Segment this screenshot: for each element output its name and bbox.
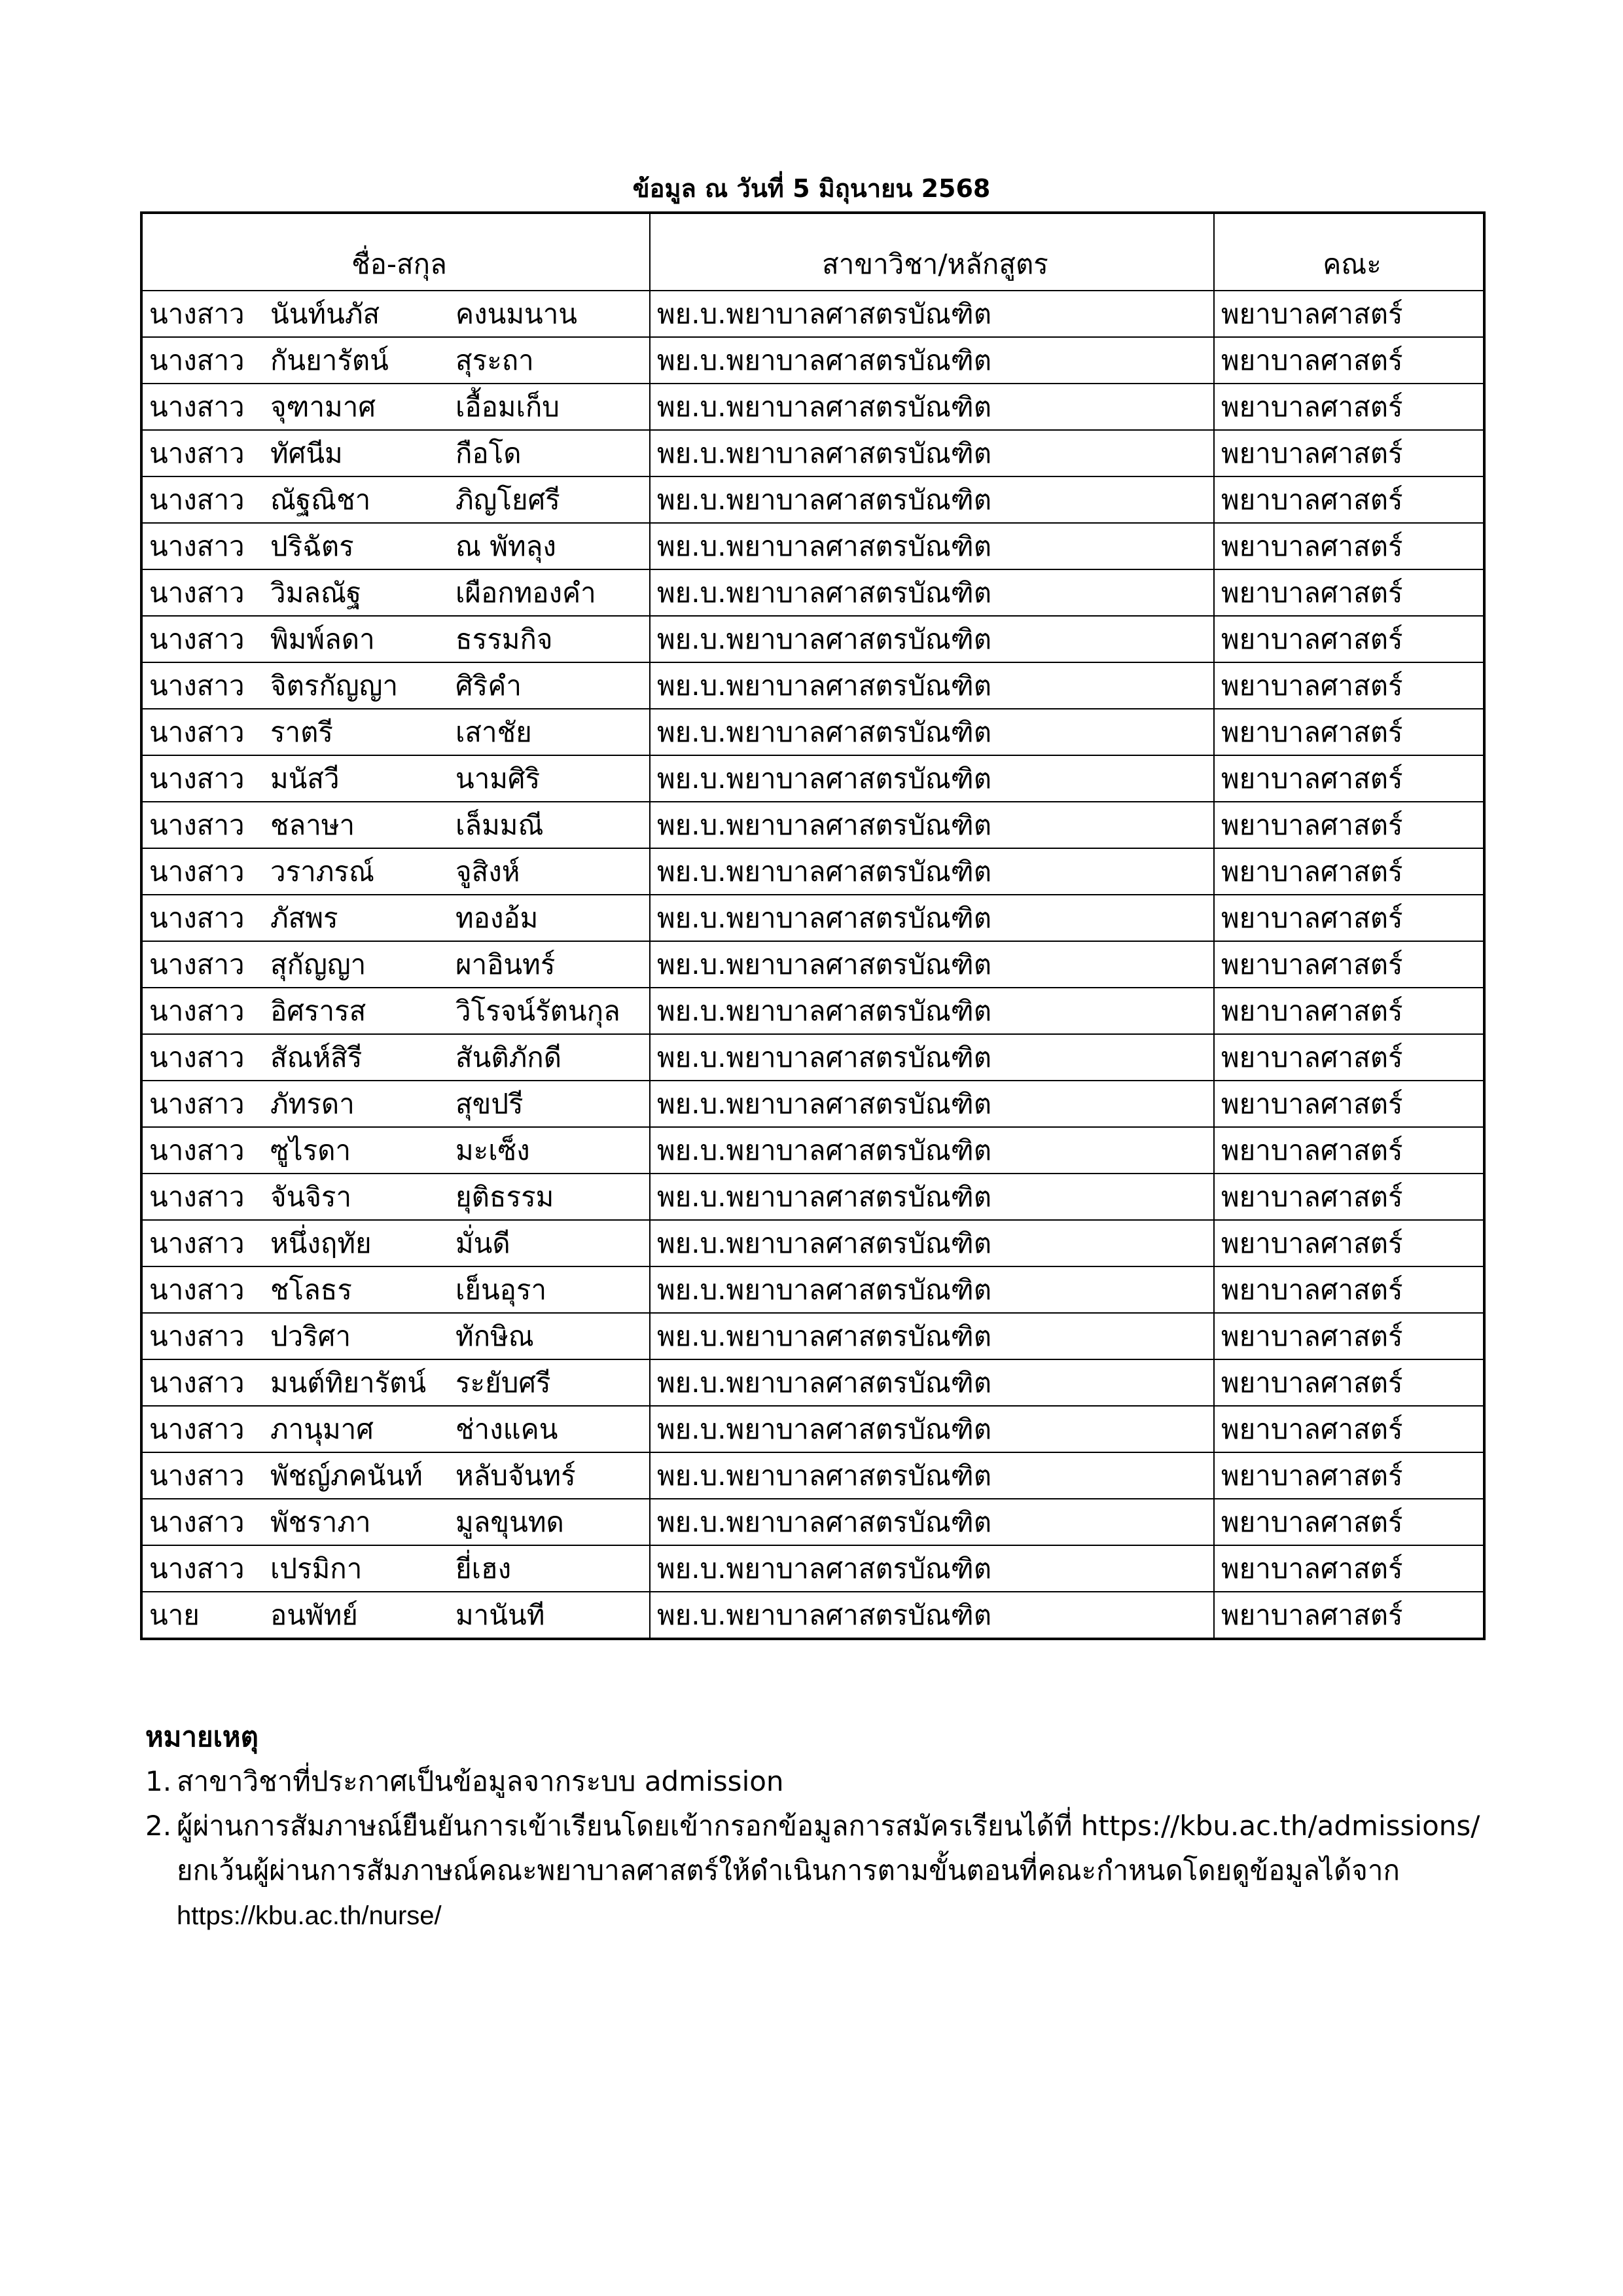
faculty-cell: พยาบาลศาสตร์ (1214, 616, 1484, 662)
name-cell (141, 1313, 650, 1359)
first-name: พัชญ์ภคนันท์ (270, 1460, 423, 1492)
name-cell (141, 1359, 650, 1406)
last-name: สันติภักดี (455, 1041, 562, 1073)
faculty-cell: พยาบาลศาสตร์ (1214, 988, 1484, 1034)
faculty-cell: พยาบาลศาสตร์ (1214, 430, 1484, 476)
faculty-cell: พยาบาลศาสตร์ (1214, 1220, 1484, 1266)
program-cell: พย.บ.พยาบาลศาสตรบัณฑิต (650, 802, 1214, 848)
name-cell (141, 941, 650, 988)
faculty-cell: พยาบาลศาสตร์ (1214, 1127, 1484, 1174)
first-name: ภานุมาศ (270, 1413, 374, 1445)
name-prefix: นาย (149, 1599, 200, 1631)
first-name: สัณห์สิรี (270, 1041, 363, 1073)
last-name: ช่างแคน (455, 1413, 558, 1445)
program-cell: พย.บ.พยาบาลศาสตรบัณฑิต (650, 523, 1214, 569)
name-cell (141, 802, 650, 848)
name-prefix: นางสาว (149, 1552, 245, 1585)
name-cell (141, 476, 650, 523)
first-name: สุกัญญา (270, 948, 366, 980)
faculty-cell: พยาบาลศาสตร์ (1214, 1034, 1484, 1081)
program-cell: พย.บ.พยาบาลศาสตรบัณฑิต (650, 1545, 1214, 1592)
name-prefix: นางสาว (149, 437, 245, 469)
last-name: หลับจันทร์ (455, 1460, 576, 1492)
table-row (141, 1220, 1484, 1266)
last-name: มะเซ็ง (455, 1134, 530, 1166)
last-name: ระยับศรี (455, 1367, 551, 1399)
name-prefix: นางสาว (149, 1506, 245, 1538)
table-row (141, 1452, 1484, 1499)
program-cell: พย.บ.พยาบาลศาสตรบัณฑิต (650, 755, 1214, 802)
first-name: ราตรี (270, 716, 333, 748)
page-title: ข้อมูล ณ วันที่ 5 มิถุนายน 2568 (632, 174, 991, 203)
table-row (141, 1313, 1484, 1359)
last-name: ธรรมกิจ (455, 623, 553, 655)
name-prefix: นางสาว (149, 1041, 245, 1073)
name-cell (141, 709, 650, 755)
name-cell (141, 1034, 650, 1081)
name-prefix: นางสาว (149, 1320, 245, 1352)
header-faculty: คณะ (1214, 213, 1484, 291)
table-row (141, 895, 1484, 941)
table-row (141, 384, 1484, 430)
name-cell (141, 662, 650, 709)
last-name: จูสิงห์ (455, 855, 520, 888)
table-row (141, 1406, 1484, 1452)
table-row (141, 1034, 1484, 1081)
name-prefix: นางสาว (149, 577, 245, 609)
name-prefix: นางสาว (149, 1134, 245, 1166)
program-cell: พย.บ.พยาบาลศาสตรบัณฑิต (650, 662, 1214, 709)
first-name: ณัฐณิชา (270, 484, 371, 516)
faculty-cell: พยาบาลศาสตร์ (1214, 1545, 1484, 1592)
name-prefix: นางสาว (149, 484, 245, 516)
name-prefix: นางสาว (149, 902, 245, 934)
program-cell: พย.บ.พยาบาลศาสตรบัณฑิต (650, 1452, 1214, 1499)
last-name: ยุติธรรม (455, 1181, 554, 1213)
name-cell (141, 1081, 650, 1127)
faculty-cell: พยาบาลศาสตร์ (1214, 1174, 1484, 1220)
first-name: ทัศนีม (270, 437, 343, 469)
first-name: ชโลธร (270, 1274, 352, 1306)
faculty-cell: พยาบาลศาสตร์ (1214, 848, 1484, 895)
first-name: หนึ่งฤทัย (270, 1227, 372, 1259)
program-cell: พย.บ.พยาบาลศาสตรบัณฑิต (650, 1266, 1214, 1313)
faculty-cell: พยาบาลศาสตร์ (1214, 569, 1484, 616)
table-row (141, 802, 1484, 848)
name-prefix: นางสาว (149, 995, 245, 1027)
table-row (141, 1499, 1484, 1545)
first-name: จันจิรา (270, 1181, 352, 1213)
name-cell (141, 1127, 650, 1174)
faculty-cell: พยาบาลศาสตร์ (1214, 662, 1484, 709)
program-cell: พย.บ.พยาบาลศาสตรบัณฑิต (650, 848, 1214, 895)
last-name: เสาชัย (455, 716, 532, 748)
program-cell: พย.บ.พยาบาลศาสตรบัณฑิต (650, 1081, 1214, 1127)
last-name: นามศิริ (455, 762, 541, 795)
program-cell: พย.บ.พยาบาลศาสตรบัณฑิต (650, 1313, 1214, 1359)
nurse-link[interactable]: https://kbu.ac.th/nurse/ (177, 1901, 442, 1930)
faculty-cell: พยาบาลศาสตร์ (1214, 1592, 1484, 1639)
table-row (141, 1266, 1484, 1313)
name-prefix: นางสาว (149, 670, 245, 702)
name-cell (141, 430, 650, 476)
first-name: พิมพ์ลดา (270, 623, 375, 655)
last-name: เล็มมณี (455, 809, 544, 841)
name-prefix: นางสาว (149, 809, 245, 841)
program-cell: พย.บ.พยาบาลศาสตรบัณฑิต (650, 1499, 1214, 1545)
faculty-cell: พยาบาลศาสตร์ (1214, 1406, 1484, 1452)
first-name: นันท์นภัส (270, 298, 380, 330)
last-name: เย็นอุรา (455, 1274, 547, 1306)
name-prefix: นางสาว (149, 298, 245, 330)
table-row (141, 569, 1484, 616)
program-cell: พย.บ.พยาบาลศาสตรบัณฑิต (650, 1127, 1214, 1174)
program-cell: พย.บ.พยาบาลศาสตรบัณฑิต (650, 895, 1214, 941)
note-item (145, 1804, 1520, 1939)
program-cell: พย.บ.พยาบาลศาสตรบัณฑิต (650, 476, 1214, 523)
name-prefix: นางสาว (149, 762, 245, 795)
name-cell (141, 569, 650, 616)
first-name: ซูไรดา (270, 1134, 351, 1166)
first-name: ปริฉัตร (270, 530, 354, 562)
table-header-row (141, 213, 1484, 291)
name-cell (141, 1220, 650, 1266)
table-row (141, 1359, 1484, 1406)
faculty-cell: พยาบาลศาสตร์ (1214, 755, 1484, 802)
name-prefix: นางสาว (149, 1460, 245, 1492)
faculty-cell: พยาบาลศาสตร์ (1214, 337, 1484, 384)
first-name: เปรมิกา (270, 1552, 363, 1585)
program-cell: พย.บ.พยาบาลศาสตรบัณฑิต (650, 384, 1214, 430)
last-name: ยี่เฮง (455, 1552, 512, 1585)
first-name: จุฑามาศ (270, 391, 376, 423)
last-name: ผาอินทร์ (455, 948, 556, 980)
note-number: 2. (145, 1810, 172, 1842)
program-cell: พย.บ.พยาบาลศาสตรบัณฑิต (650, 1174, 1214, 1220)
note-number: 1. (145, 1765, 172, 1797)
note-item (145, 1759, 1520, 1804)
table-row (141, 523, 1484, 569)
name-prefix: นางสาว (149, 1274, 245, 1306)
name-cell (141, 1174, 650, 1220)
name-prefix: นางสาว (149, 1227, 245, 1259)
note-text: สาขาวิชาที่ประกาศเป็นข้อมูลจากระบบ admission (177, 1765, 784, 1797)
faculty-cell: พยาบาลศาสตร์ (1214, 1452, 1484, 1499)
name-cell (141, 523, 650, 569)
first-name: ชลาษา (270, 809, 355, 841)
name-prefix: นางสาว (149, 855, 245, 888)
last-name: วิโรจน์รัตนกุล (455, 995, 620, 1027)
first-name: พัชราภา (270, 1506, 371, 1538)
first-name: วราภรณ์ (270, 855, 374, 888)
name-cell (141, 337, 650, 384)
faculty-cell: พยาบาลศาสตร์ (1214, 1359, 1484, 1406)
admission-list-table (140, 211, 1486, 1640)
first-name: อิศรารส (270, 995, 366, 1027)
table-row (141, 755, 1484, 802)
program-cell: พย.บ.พยาบาลศาสตรบัณฑิต (650, 988, 1214, 1034)
table-row (141, 1545, 1484, 1592)
last-name: ณ พัทลุง (455, 530, 556, 562)
faculty-cell: พยาบาลศาสตร์ (1214, 1081, 1484, 1127)
program-cell: พย.บ.พยาบาลศาสตรบัณฑิต (650, 430, 1214, 476)
faculty-cell: พยาบาลศาสตร์ (1214, 895, 1484, 941)
faculty-cell: พยาบาลศาสตร์ (1214, 709, 1484, 755)
program-cell: พย.บ.พยาบาลศาสตรบัณฑิต (650, 291, 1214, 337)
name-cell (141, 1452, 650, 1499)
name-cell (141, 1592, 650, 1639)
last-name: มูลขุนทด (455, 1506, 564, 1538)
name-prefix: นางสาว (149, 1181, 245, 1213)
note-text: ยกเว้นผู้ผ่านการสัมภาษณ์คณะพยาบาลศาสตร์ให้ดำเนินการตามขั้นตอนที่คณะกำหนดโดยดูข้อมูลได้จาก (177, 1854, 1400, 1886)
faculty-cell: พยาบาลศาสตร์ (1214, 523, 1484, 569)
notes-title: หมายเหตุ (145, 1721, 259, 1753)
table-row (141, 1127, 1484, 1174)
faculty-cell: พยาบาลศาสตร์ (1214, 476, 1484, 523)
name-prefix: นางสาว (149, 1367, 245, 1399)
table-row (141, 476, 1484, 523)
table-row (141, 662, 1484, 709)
name-cell (141, 1499, 650, 1545)
program-cell: พย.บ.พยาบาลศาสตรบัณฑิต (650, 1592, 1214, 1639)
faculty-cell: พยาบาลศาสตร์ (1214, 1313, 1484, 1359)
program-cell: พย.บ.พยาบาลศาสตรบัณฑิต (650, 337, 1214, 384)
program-cell: พย.บ.พยาบาลศาสตรบัณฑิต (650, 616, 1214, 662)
faculty-cell: พยาบาลศาสตร์ (1214, 291, 1484, 337)
header-program: สาขาวิชา/หลักสูตร (650, 213, 1214, 291)
program-cell: พย.บ.พยาบาลศาสตรบัณฑิต (650, 1220, 1214, 1266)
name-cell (141, 1545, 650, 1592)
last-name: สุขปรี (455, 1088, 524, 1120)
table-row (141, 941, 1484, 988)
name-prefix: นางสาว (149, 716, 245, 748)
last-name: กือโด (455, 437, 522, 469)
last-name: มั่นดี (455, 1227, 510, 1259)
faculty-cell: พยาบาลศาสตร์ (1214, 802, 1484, 848)
first-name: กันยารัตน์ (270, 344, 389, 376)
last-name: ทองอ้ม (455, 902, 539, 934)
name-cell (141, 291, 650, 337)
name-cell (141, 988, 650, 1034)
name-prefix: นางสาว (149, 1088, 245, 1120)
name-cell (141, 895, 650, 941)
first-name: ภัทรดา (270, 1088, 355, 1120)
program-cell: พย.บ.พยาบาลศาสตรบัณฑิต (650, 709, 1214, 755)
table-row (141, 430, 1484, 476)
table-row (141, 1081, 1484, 1127)
name-cell (141, 1266, 650, 1313)
first-name: วิมลณัฐ (270, 577, 362, 609)
table-row (141, 1174, 1484, 1220)
faculty-cell: พยาบาลศาสตร์ (1214, 1266, 1484, 1313)
program-cell: พย.บ.พยาบาลศาสตรบัณฑิต (650, 941, 1214, 988)
note-text: ผู้ผ่านการสัมภาษณ์ยืนยันการเข้าเรียนโดยเข้ากรอกข้อมูลการสมัครเรียนได้ที่ https://kbu.ac.th/admissions/ (177, 1810, 1480, 1842)
last-name: มานันที (455, 1599, 545, 1631)
header-name: ชื่อ-สกุล (141, 213, 650, 291)
table-row (141, 848, 1484, 895)
name-prefix: นางสาว (149, 530, 245, 562)
faculty-cell: พยาบาลศาสตร์ (1214, 384, 1484, 430)
table-row (141, 709, 1484, 755)
name-cell (141, 616, 650, 662)
last-name: ศิริคำ (455, 670, 522, 702)
table-row (141, 291, 1484, 337)
first-name: จิตรกัญญา (270, 670, 399, 702)
table-row (141, 337, 1484, 384)
name-cell (141, 755, 650, 802)
last-name: ทักษิณ (455, 1320, 534, 1352)
last-name: เอื้อมเก็บ (455, 391, 560, 423)
faculty-cell: พยาบาลศาสตร์ (1214, 1499, 1484, 1545)
first-name: อนพัทย์ (270, 1599, 358, 1631)
program-cell: พย.บ.พยาบาลศาสตรบัณฑิต (650, 1406, 1214, 1452)
name-cell (141, 384, 650, 430)
name-prefix: นางสาว (149, 391, 245, 423)
program-cell: พย.บ.พยาบาลศาสตรบัณฑิต (650, 1359, 1214, 1406)
table-row (141, 1592, 1484, 1639)
table-row (141, 616, 1484, 662)
last-name: สุระถา (455, 344, 534, 376)
last-name: เผือกทองคำ (455, 577, 596, 609)
name-cell (141, 848, 650, 895)
first-name: ภัสพร (270, 902, 338, 934)
name-prefix: นางสาว (149, 1413, 245, 1445)
name-prefix: นางสาว (149, 623, 245, 655)
table-row (141, 988, 1484, 1034)
program-cell: พย.บ.พยาบาลศาสตรบัณฑิต (650, 569, 1214, 616)
first-name: ปวริศา (270, 1320, 351, 1352)
last-name: ภิญโยศรี (455, 484, 560, 516)
notes-section (145, 1715, 1520, 1939)
name-cell (141, 1406, 650, 1452)
first-name: มนต์ทิยารัตน์ (270, 1367, 427, 1399)
name-prefix: นางสาว (149, 948, 245, 980)
last-name: คงนมนาน (455, 298, 578, 330)
program-cell: พย.บ.พยาบาลศาสตรบัณฑิต (650, 1034, 1214, 1081)
faculty-cell: พยาบาลศาสตร์ (1214, 941, 1484, 988)
first-name: มนัสวี (270, 762, 340, 795)
name-prefix: นางสาว (149, 344, 245, 376)
